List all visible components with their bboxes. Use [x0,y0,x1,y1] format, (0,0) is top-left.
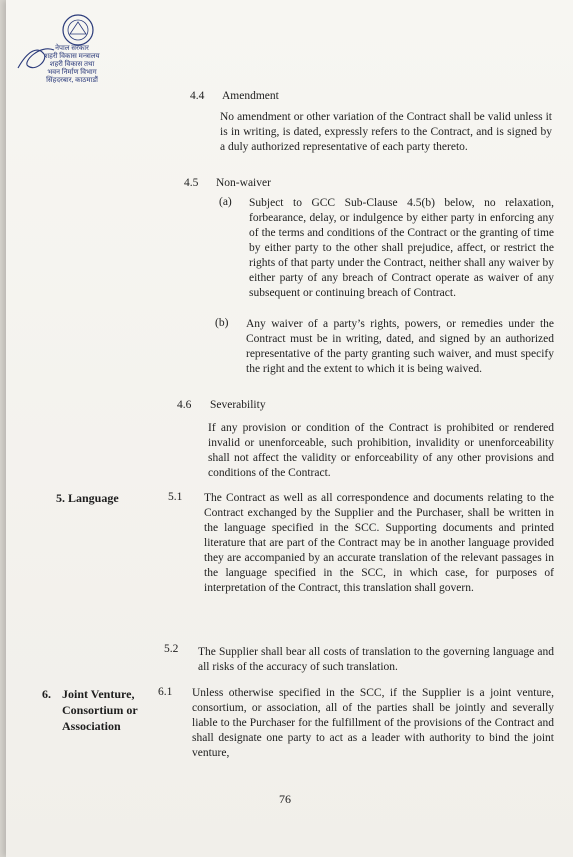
clause-number: 5.2 [164,643,179,655]
item-text: Any waiver of a party’s rights, powers, or remedies under the Contract must be in writing, dated, and signed by an authorized representative of the party granting such waiver, and must specify the right and the extent to which it is being waived. [246,318,554,375]
section-title: Non-waiver [216,177,271,189]
heading-line: Consortium or [62,703,138,717]
section-number: 4.6 [177,399,192,411]
stamp-line: भवन निर्माण विभाग [47,68,97,76]
clause-number-6: 6. [42,687,51,701]
section-title: Amendment [222,90,279,102]
section-text: If any provision or condition of the Contract is prohibited or rendered invalid or unenforceable, such prohibition, invalidity or unenforceability shall not affect the validity or enforceability of any other provisions and conditions of the Contract. [208,422,554,479]
clause-number: 5.1 [168,491,183,503]
item-text: Subject to GCC Sub-Clause 4.5(b) below, no relaxation, forbearance, delay, or indulgence by either party in enforcing any of the terms and conditions of the Contract or the granting of time by either party to the other shall prejudice, affect, or restrict the rights of that party under the Contract, neither shall any waiver by either party of any breach of Contract operate as waiver of any subsequent or continuing breach of Contract. [249,197,554,299]
official-stamp [14,10,106,88]
clause-text: The Contract as well as all correspondence and documents relating to the Contract exchanged by the Supplier and the Purchaser, shall be written in the language specified in the SCC. Supporting documents and printed literature that are part of the Contract may be in another language provided they are accompanied by an accurate translation of the relevant passages in the language specified in the SCC, in which case, for purposes of interpretation of the Contract, this translation shall govern. [204,492,554,594]
section-number: 4.4 [190,90,205,102]
stamp-line: सिंहदरबार, काठमाडौं [46,76,98,84]
clause-text: Unless otherwise specified in the SCC, if the Supplier is a joint venture, consortium, or association, all of the parties shall be jointly and severally liable to the Purchaser for the fulfillment of the provisions of the Contract and shall designate one party to act as a leader with authority to bind the joint venture, [192,687,554,759]
page-number: 76 [279,792,291,806]
section-title: Severability [210,399,266,411]
stamp-line: नेपाल सरकार [55,44,89,52]
section-number: 4.5 [184,177,199,189]
clause-heading: 5. Language [56,491,119,505]
heading-line: Association [62,719,121,733]
clause-number: 6.1 [158,686,173,698]
document-page [6,0,573,857]
clause-heading-6 [62,686,138,734]
stamp-line: शहरी विकास तथा [49,60,95,68]
item-label: (b) [215,317,229,329]
item-label: (a) [219,196,232,208]
section-text: No amendment or other variation of the Contract shall be valid unless it is in writing, is dated, expressly refers to the Contract, and is signed by a duly authorized representative of each party thereto. [220,111,552,153]
stamp-line: शहरी विकास मन्त्रालय [44,52,100,60]
clause-text: The Supplier shall bear all costs of translation to the governing language and all risks of the accuracy of such translation. [198,646,554,673]
heading-line: Joint Venture, [62,687,135,701]
